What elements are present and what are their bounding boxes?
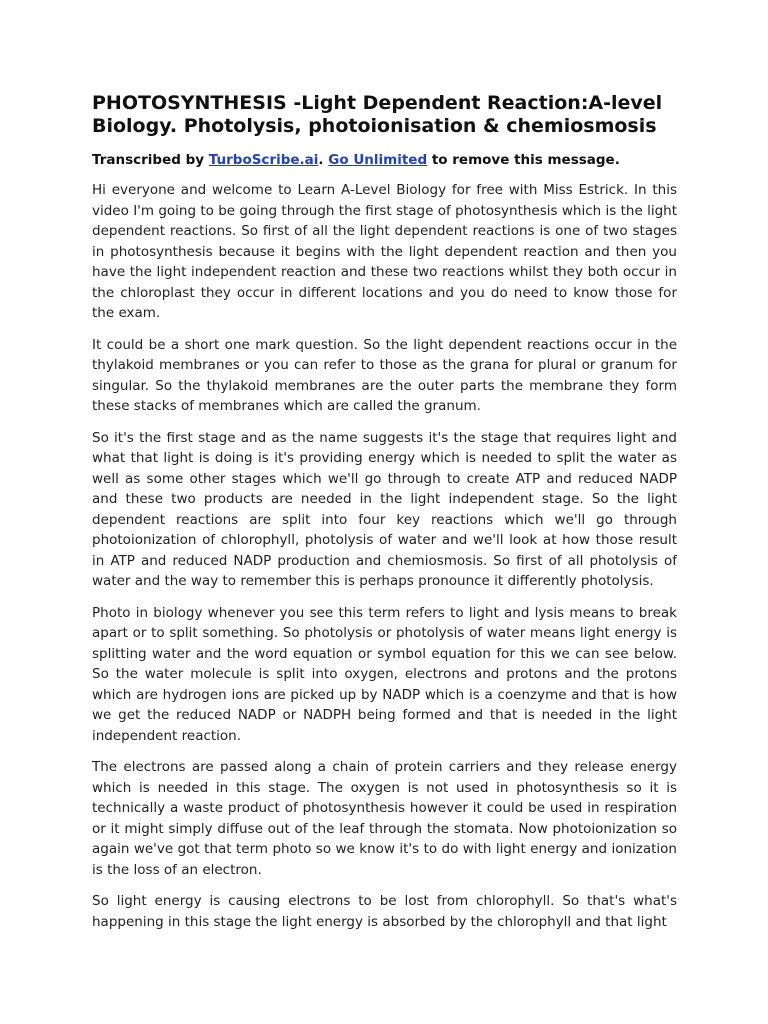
transcribed-suffix: to remove this message. bbox=[427, 152, 620, 168]
paragraph-4: Photo in biology whenever you see this term refers to light and lysis means to break apart or to split something. So photolysis or photolysis of water means light energy is splitting water and the word equation or symbol equation for this we can see below. So the water molecule is split into oxygen, electrons and protons and the protons which are hydrogen ions are picked up by NADP which is a coenzyme and that is how we get the reduced NADP or NADPH being formed and that is needed in the light independent reaction. bbox=[92, 604, 677, 744]
paragraph-5: The electrons are passed along a chain of protein carriers and they release energy which is needed in this stage. The oxygen is not used in photosynthesis so it is technically a waste product of photosynthesis however it could be used in respiration or it might simply diffuse out of the leaf through the stomata. Now photoionization so again we've got that term photo so we know it's to do with light energy and ionization is the loss of an electron. bbox=[92, 759, 677, 878]
transcription-notice bbox=[92, 150, 677, 170]
turboscribe-link[interactable]: TurboScribe.ai bbox=[208, 152, 319, 168]
go-unlimited-link[interactable]: Go Unlimited bbox=[328, 152, 428, 168]
paragraph-3: So it's the first stage and as the name suggests it's the stage that requires light and what that light is doing is it's providing energy which is needed to split the water as well as some other stages which we'll go through to create ATP and reduced NADP and these two products are needed in the light independent stage. So the light dependent reactions are split into four key reactions which we'll go through photoionization of chlorophyll, photolysis of water and we'll look at how those result in ATP and reduced NADP production and chemiosmosis. So first of all photolysis of water and the way to remember this is perhaps pronounce it differently photolysis. bbox=[92, 429, 677, 589]
paragraph-2: It could be a short one mark question. So the light dependent reactions occur in the thylakoid membranes or you can refer to those as the grana for plural or granum for singular. So the thylakoid membranes are the outer parts the membrane they form these stacks of membranes which are called the granum. bbox=[92, 336, 677, 414]
document-page bbox=[92, 92, 677, 943]
transcribed-prefix: Transcribed by bbox=[92, 152, 209, 168]
paragraph-6: So light energy is causing electrons to be lost from chlorophyll. So that's what's happening in this stage the light energy is absorbed by the chlorophyll and that light bbox=[92, 893, 677, 930]
document-title: PHOTOSYNTHESIS -Light Dependent Reaction:A-level Biology. Photolysis, photoionisation & chemiosmosis bbox=[92, 92, 663, 137]
paragraph-1: Hi everyone and welcome to Learn A-Level Biology for free with Miss Estrick. In this video I'm going to be going through the first stage of photosynthesis which is the light dependent reactions. So first of all the light dependent reactions is one of two stages in photosynthesis because it begins with the light dependent reaction and then you have the light independent reaction and these two reactions whilst they both occur in the chloroplast they occur in different locations and you do need to know those for the exam. bbox=[92, 182, 677, 321]
transcribed-separator: . bbox=[318, 152, 329, 168]
